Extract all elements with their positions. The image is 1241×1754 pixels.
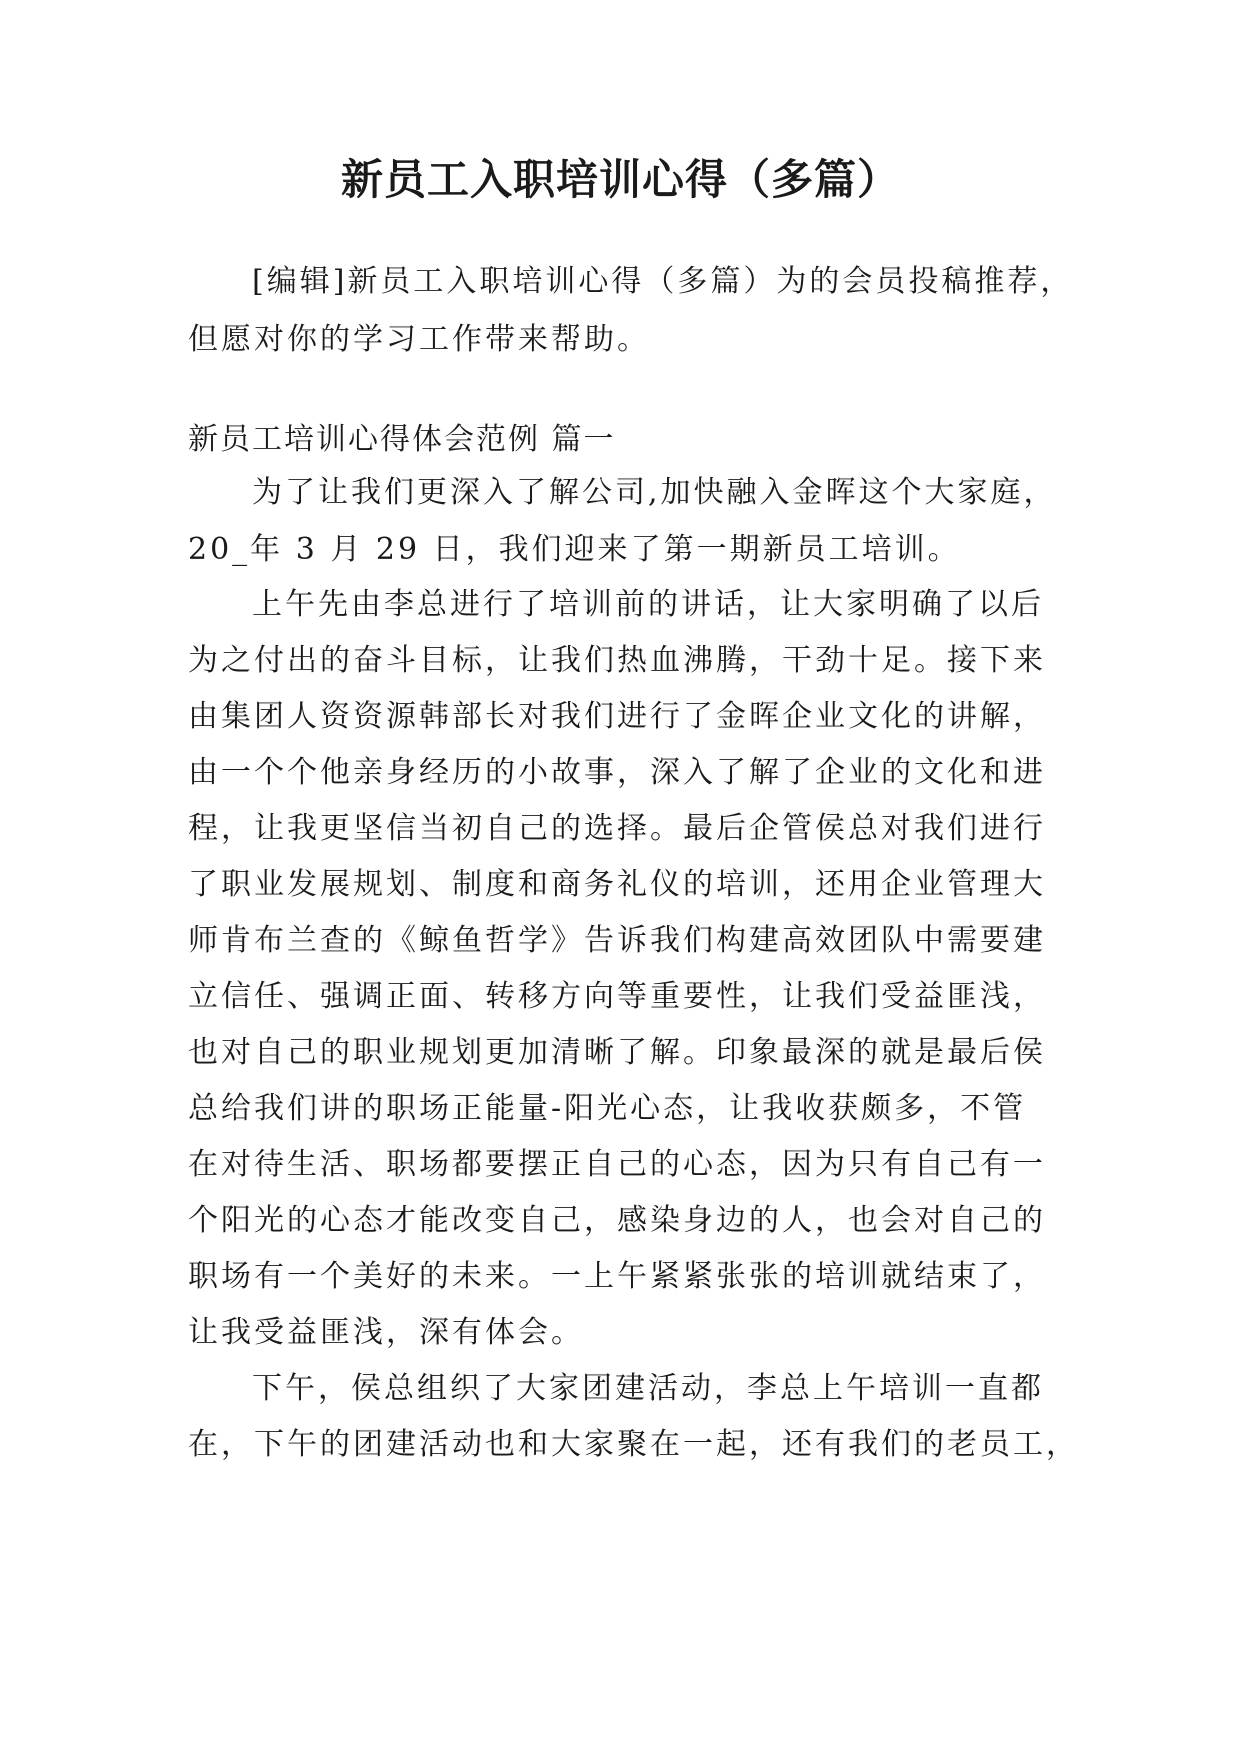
paragraph-line: 程，让我更坚信当初自己的选择。最后企管侯总对我们进行 bbox=[188, 811, 1046, 846]
paragraph-line: 为了让我们更深入了解公司,加快融入金晖这个大家庭， bbox=[252, 475, 1057, 510]
paragraph-line: 也对自己的职业规划更加清晰了解。印象最深的就是最后侯 bbox=[188, 1035, 1046, 1070]
paragraph-line: 在，下午的团建活动也和大家聚在一起，还有我们的老员工， bbox=[188, 1427, 1079, 1462]
paragraph-line: 职场有一个美好的未来。一上午紧紧张张的培训就结束了， bbox=[188, 1259, 1046, 1294]
paragraph-line: 师肯布兰查的《鲸鱼哲学》告诉我们构建高效团队中需要建 bbox=[188, 923, 1046, 958]
section-heading: 新员工培训心得体会范例 篇一 bbox=[188, 422, 616, 457]
paragraph-line: 了职业发展规划、制度和商务礼仪的培训，还用企业管理大 bbox=[188, 867, 1046, 902]
paragraph-line: 由一个个他亲身经历的小故事，深入了解了企业的文化和进 bbox=[188, 755, 1046, 790]
paragraph-line: 下午，侯总组织了大家团建活动，李总上午培训一直都 bbox=[252, 1371, 1044, 1406]
paragraph-line: 总给我们讲的职场正能量-阳光心态，让我收获颇多，不管 bbox=[188, 1091, 1027, 1126]
paragraph-line: 20_年 3 月 29 日，我们迎来了第一期新员工培训。 bbox=[188, 532, 961, 567]
document-title: 新员工入职培训心得（多篇） bbox=[340, 155, 900, 204]
paragraph-line: 在对待生活、职场都要摆正自己的心态，因为只有自己有一 bbox=[188, 1147, 1046, 1182]
paragraph-line: 立信任、强调正面、转移方向等重要性，让我们受益匪浅， bbox=[188, 979, 1046, 1014]
intro-line: 但愿对你的学习工作带来帮助。 bbox=[188, 322, 650, 357]
paragraph-line: 由集团人资资源韩部长对我们进行了金晖企业文化的讲解， bbox=[188, 699, 1046, 734]
paragraph-line: 上午先由李总进行了培训前的讲话，让大家明确了以后 bbox=[252, 587, 1044, 622]
paragraph-line: 为之付出的奋斗目标，让我们热血沸腾，干劲十足。接下来 bbox=[188, 643, 1046, 678]
paragraph-line: 让我受益匪浅，深有体会。 bbox=[188, 1315, 584, 1350]
intro-line: [编辑]新员工入职培训心得（多篇）为的会员投稿推荐， bbox=[252, 264, 1074, 299]
paragraph-line: 个阳光的心态才能改变自己，感染身边的人，也会对自己的 bbox=[188, 1203, 1046, 1238]
